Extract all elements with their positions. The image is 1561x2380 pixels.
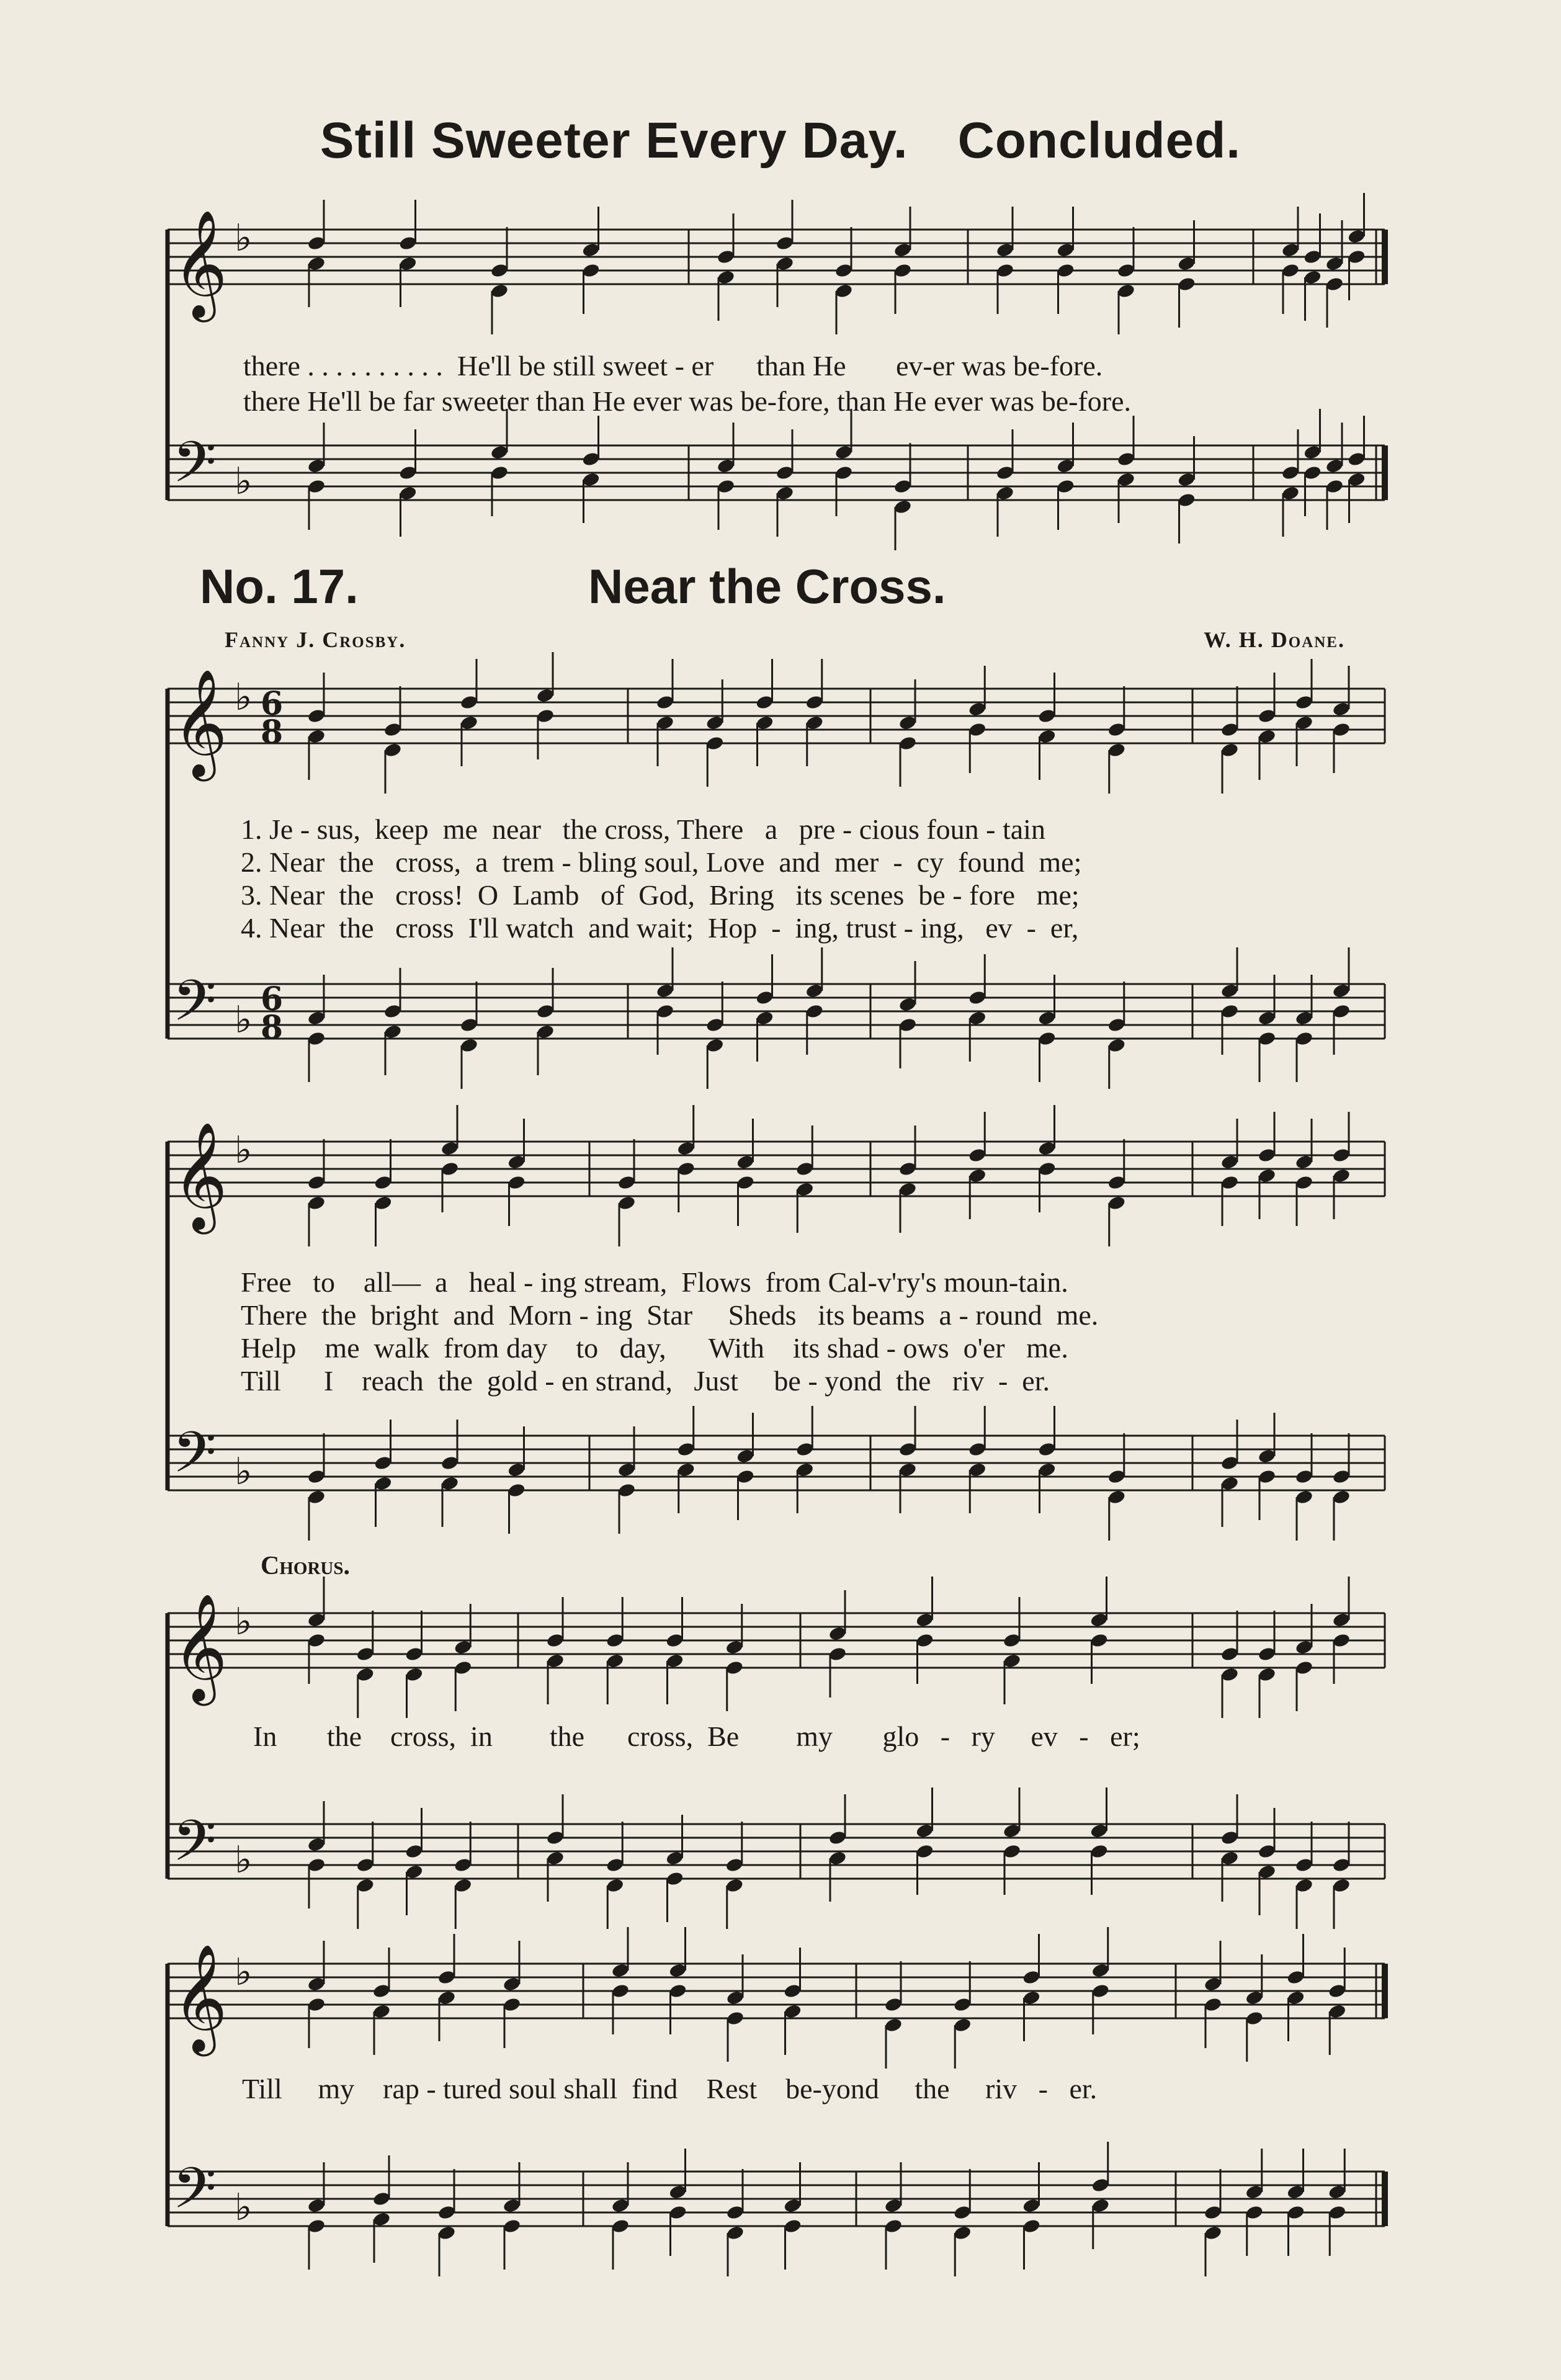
hymn-title: Near the Cross. — [588, 559, 946, 614]
flat-icon: ♭ — [235, 460, 253, 503]
time-signature: 6 — [261, 980, 284, 1018]
bass-clef-icon: 𝄢 — [172, 1420, 217, 1499]
bass-clef-icon: 𝄢 — [172, 1808, 217, 1887]
verse-line-1: 1. Je - sus, keep me near the cross, There a pre - cious foun - tain — [241, 813, 1045, 845]
bass-clef-icon: 𝄢 — [172, 2155, 217, 2235]
bass-clef-icon: 𝄢 — [172, 968, 217, 1047]
concluded-label: Concluded. — [957, 112, 1241, 169]
flat-icon: ♭ — [235, 1951, 253, 1994]
flat-icon: ♭ — [235, 217, 253, 260]
treble-clef-icon: 𝄞 — [172, 1944, 228, 2052]
previous-hymn-title: Still Sweeter Every Day. — [320, 112, 908, 169]
treble-clef-icon: 𝄞 — [172, 210, 228, 318]
time-signature: 6 — [261, 685, 284, 723]
verse-line-5: Free to all— a heal - ing stream, Flows from Cal-v'ry's moun-tain. — [241, 1266, 1068, 1298]
flat-icon: ♭ — [235, 676, 253, 719]
treble-clef-icon: 𝄞 — [172, 669, 228, 777]
verse-line-4: 4. Near the cross I'll watch and wait; Hop - ing, trust - ing, ev - er, — [241, 912, 1079, 944]
verse-line-6: There the bright and Morn - ing Star Sheds its beams a - round me. — [241, 1299, 1099, 1331]
top-lyric-line-1: there . . . . . . . . . . He'll be still sweet - er than He ev-er was be-fore. — [243, 350, 1103, 382]
treble-clef-icon: 𝄞 — [172, 1122, 228, 1230]
flat-icon: ♭ — [235, 1450, 253, 1493]
bass-clef-icon: 𝄢 — [172, 429, 217, 509]
flat-icon: ♭ — [235, 1838, 253, 1882]
verse-line-7: Help me walk from day to day, With its shad - ows o'er me. — [241, 1332, 1068, 1364]
treble-clef-icon: 𝄞 — [172, 1593, 228, 1701]
chorus-label: Chorus. — [261, 1552, 350, 1580]
flat-icon: ♭ — [235, 2186, 253, 2229]
verse-line-2: 2. Near the cross, a trem - bling soul, Love and mer - cy found me; — [241, 846, 1082, 878]
chorus-lyric-line-2: Till my rap - tured soul shall find Rest be-yond the riv - er. — [242, 2073, 1098, 2105]
time-signature: 8 — [261, 714, 284, 751]
flat-icon: ♭ — [235, 1600, 253, 1644]
verse-line-8: Till I reach the gold - en strand, Just be - yond the riv - er. — [241, 1365, 1050, 1397]
hymn-number: No. 17. — [200, 559, 359, 614]
lyricist-credit: Fanny J. Crosby. — [225, 627, 406, 652]
verse-line-3: 3. Near the cross! O Lamb of God, Bring its scenes be - fore me; — [241, 879, 1080, 911]
flat-icon: ♭ — [235, 1129, 253, 1172]
composer-credit: W. H. Doane. — [1204, 627, 1345, 652]
time-signature: 8 — [261, 1009, 284, 1047]
chorus-lyric-line-1: In the cross, in the cross, Be my glo - ry ev - er; — [253, 1720, 1140, 1752]
top-lyric-line-2: there He'll be far sweeter than He ever was be-fore, than He ever was be-fore. — [243, 385, 1131, 417]
flat-icon: ♭ — [235, 998, 253, 1042]
